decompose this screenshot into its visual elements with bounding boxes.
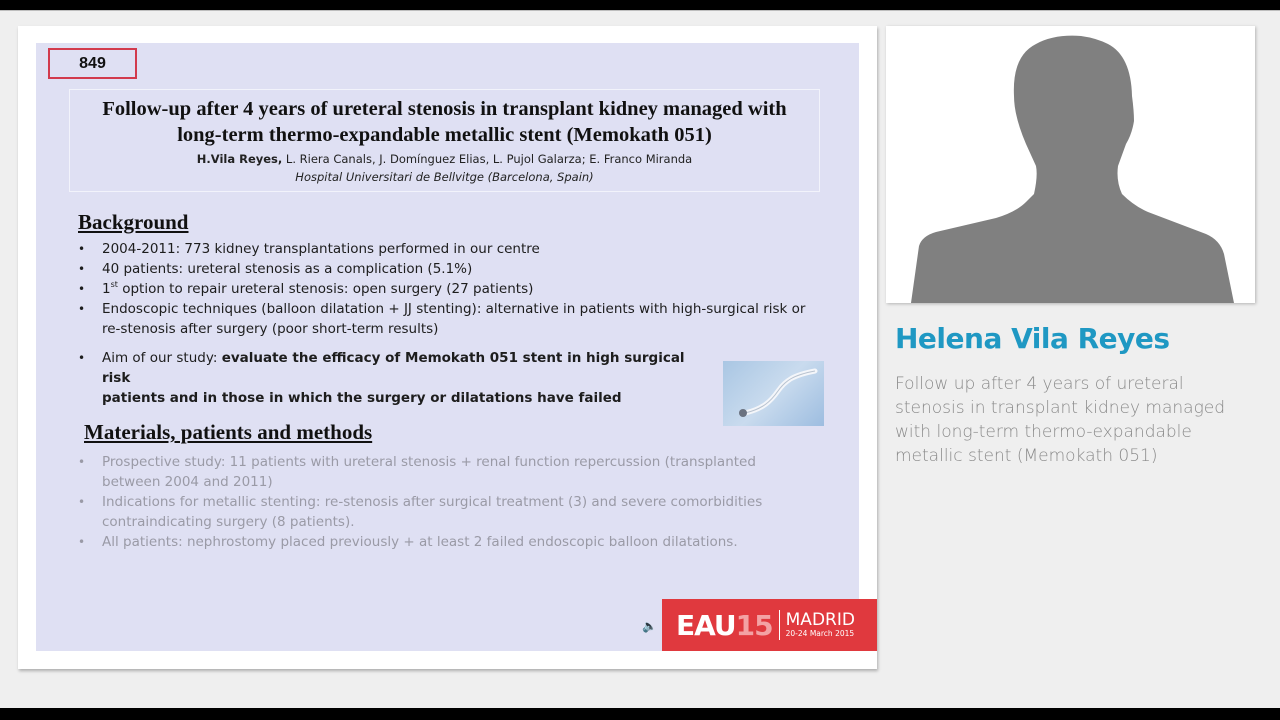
logo-org: EAU	[676, 608, 736, 642]
aim-list	[76, 348, 716, 408]
background-heading: Background	[78, 210, 189, 234]
audio-icon[interactable]: 🔈	[642, 619, 657, 633]
list-item: • 1st option to repair ureteral stenosis: open surgery (27 patients)	[78, 280, 534, 297]
person-silhouette-icon	[886, 26, 1255, 303]
logo-city: MADRID	[785, 610, 855, 630]
logo-dates: 20-24 March 2015	[785, 629, 855, 638]
methods-heading: Materials, patients and methods	[84, 420, 373, 444]
logo-divider	[779, 610, 780, 640]
list-item: • Endoscopic techniques (balloon dilatation + JJ stenting): alternative in patients with high-surgical risk or re-stenosis after surgery (poor short-term results)	[78, 301, 806, 337]
bullet-icon: •	[78, 455, 86, 469]
aim-label: Aim of our study:	[102, 350, 222, 366]
list-item: • Indications for metallic stenting: re-stenosis after surgical treatment (3) and severe comorbidities contraindicating surgery (8 patients).	[78, 494, 763, 530]
logo-location	[786, 611, 855, 639]
bullet-icon: •	[78, 282, 86, 296]
speaker-photo	[886, 26, 1255, 303]
slide	[36, 43, 859, 651]
list-item: • All patients: nephrostomy placed previously + at least 2 failed endoscopic balloon dilatations.	[78, 534, 738, 550]
eau-congress-logo	[662, 599, 877, 651]
stent-illustration-icon	[723, 361, 824, 426]
abstract-id-badge: 849	[48, 48, 137, 79]
slide-title-line-1: Follow-up after 4 years of ureteral stenosis in transplant kidney managed with	[102, 98, 787, 120]
title-box	[69, 89, 820, 192]
co-authors: L. Riera Canals, J. Domínguez Elias, L. Pujol Galarza; E. Franco Miranda	[282, 152, 693, 166]
talk-title: Follow up after 4 years of ureteral stenosis in transplant kidney managed with long-term thermo-expandable metallic stent (Memokath 051)	[895, 374, 1226, 466]
list-item: • 40 patients: ureteral stenosis as a complication (5.1%)	[78, 261, 473, 277]
methods-list	[76, 452, 836, 552]
slide-title-line-2: long-term thermo-expandable metallic stent (Memokath 051)	[177, 124, 712, 146]
affiliation: Hospital Universitari de Bellvitge (Barcelona, Spain)	[295, 170, 594, 184]
bullet-icon: •	[78, 351, 86, 365]
slide-title	[70, 96, 819, 148]
background-list	[76, 239, 836, 339]
bottom-letterbox	[0, 708, 1280, 720]
speaker-name: Helena Vila Reyes	[895, 322, 1170, 355]
lead-author: H.Vila Reyes,	[196, 152, 283, 166]
logo-year: 15	[735, 608, 773, 642]
bullet-icon: •	[78, 495, 86, 509]
list-item: • 2004-2011: 773 kidney transplantations performed in our centre	[78, 241, 540, 257]
list-item: • Prospective study: 11 patients with ureteral stenosis + renal function repercussion (transplanted between 2004 and 2011)	[78, 454, 756, 490]
authors	[70, 151, 819, 167]
bullet-icon: •	[78, 302, 86, 316]
stent-image	[723, 361, 824, 426]
slide-card	[18, 26, 877, 669]
aim-item: • Aim of our study: evaluate the efficacy of Memokath 051 stent in high surgical risk patients and in those in which the surgery or dilatations have failed	[78, 350, 685, 406]
bullet-icon: •	[78, 262, 86, 276]
top-letterbox	[0, 0, 1280, 10]
bullet-icon: •	[78, 535, 86, 549]
bullet-icon: •	[78, 242, 86, 256]
